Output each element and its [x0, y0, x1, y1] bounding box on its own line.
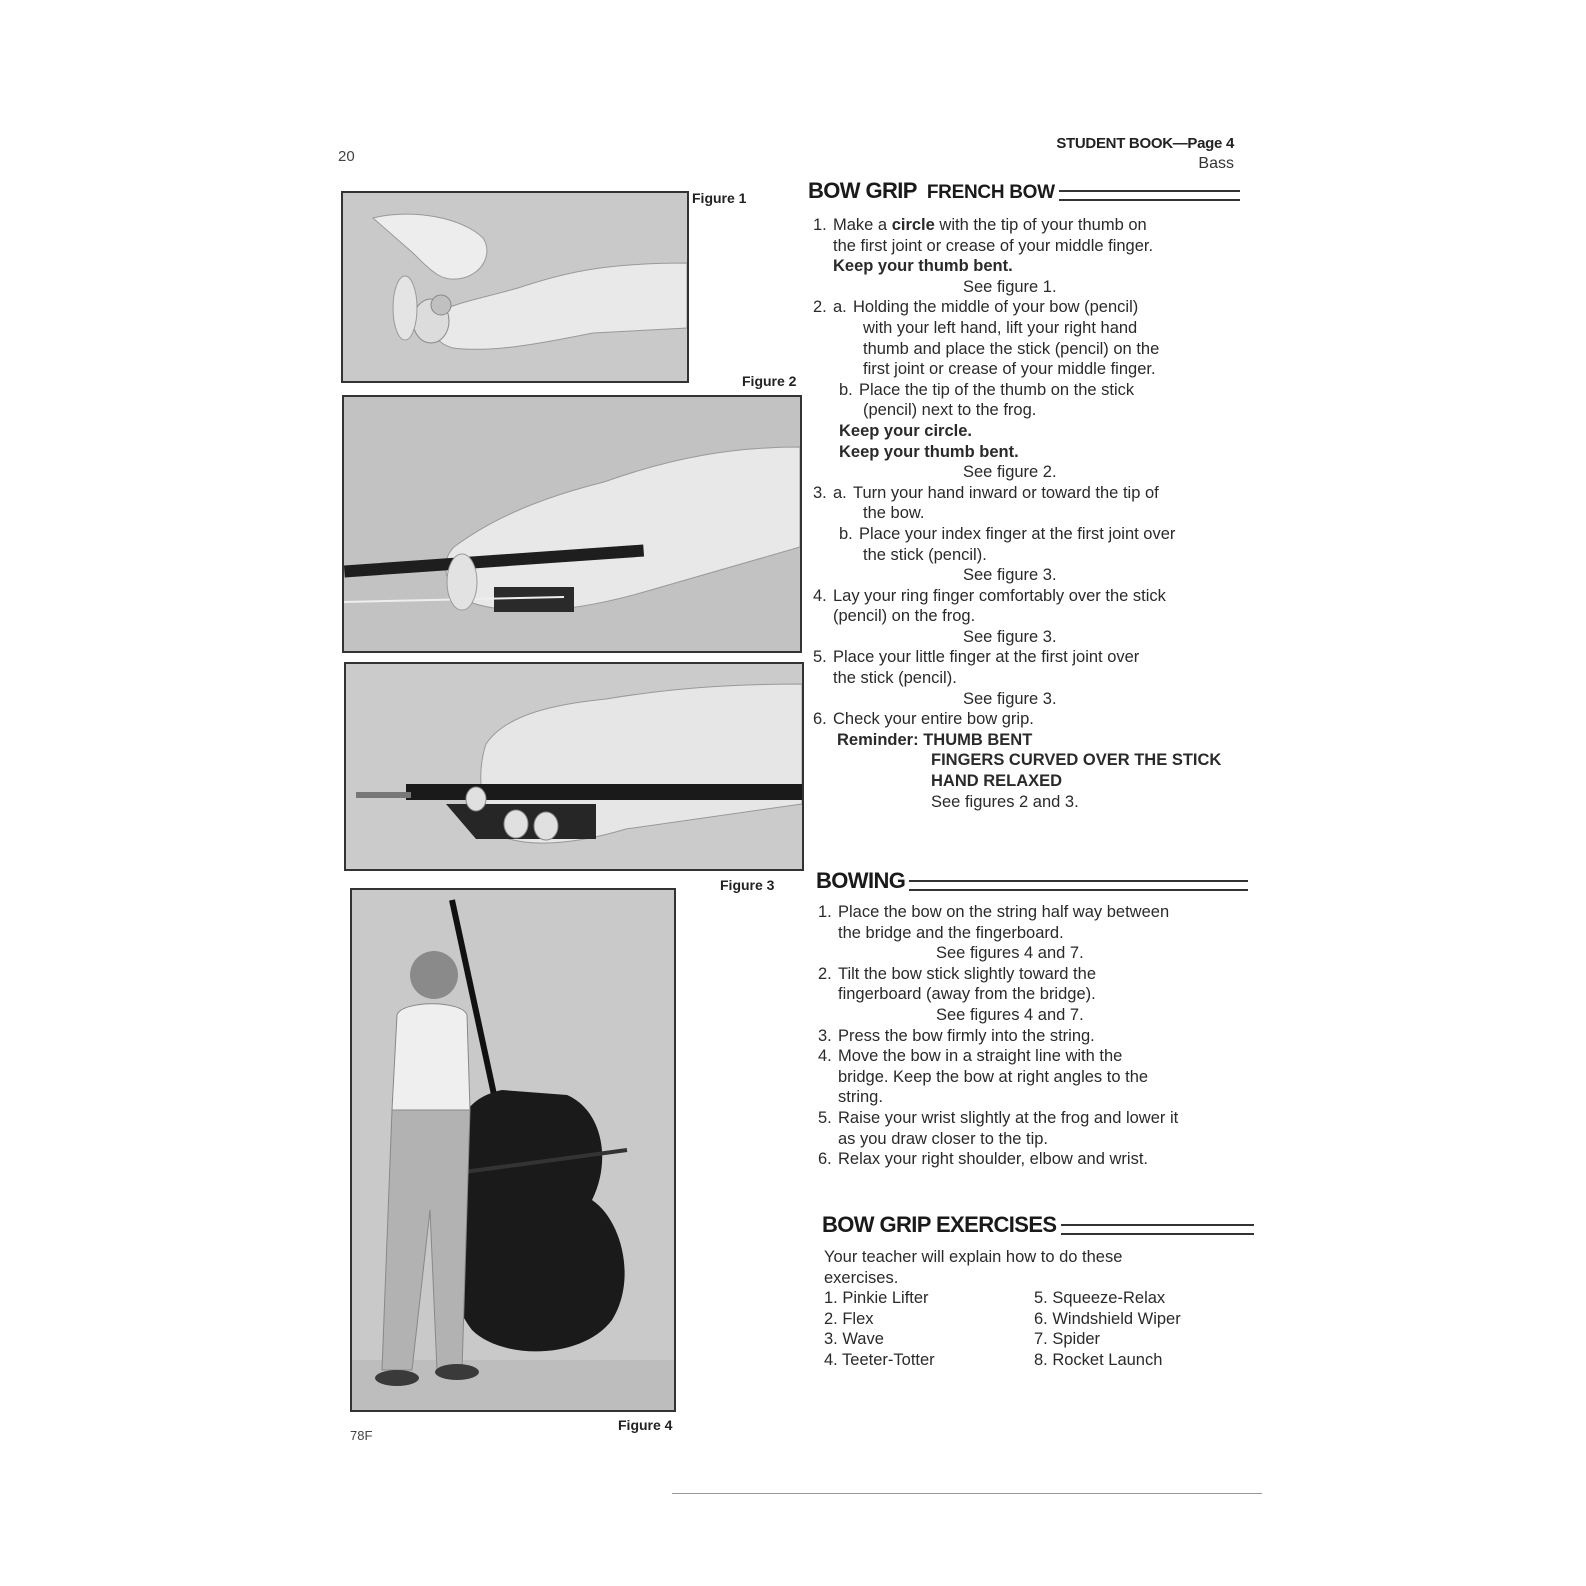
figure-1-photo	[341, 191, 689, 383]
list-item: Reminder: THUMB BENT	[837, 730, 1033, 749]
list-item: (pencil) next to the frog.	[863, 401, 1037, 420]
page-code: 78F	[350, 1428, 373, 1443]
list-item: b. Place the tip of the thumb on the stick	[839, 380, 1135, 399]
bowing-title: BOWING	[816, 868, 906, 893]
figure-4-label: Figure 4	[618, 1417, 673, 1433]
list-item: 4. Move the bow in a straight line with the	[818, 1047, 1123, 1066]
list-item: the stick (pencil).	[863, 545, 987, 564]
list-item: the bridge and the fingerboard.	[838, 923, 1064, 942]
exercises-block	[824, 1247, 1254, 1371]
list-item: See figure 1.	[963, 277, 1057, 296]
exercise-column-left	[824, 1288, 1034, 1370]
figure-1-label: Figure 1	[692, 190, 747, 206]
list-item: 2. Tilt the bow stick slightly toward the	[818, 964, 1096, 983]
bowing-list	[818, 902, 1258, 1170]
list-item: See figure 3.	[963, 566, 1057, 585]
list-item: See figure 3.	[963, 689, 1057, 708]
heading-rule	[909, 880, 1248, 891]
list-item: Keep your thumb bent.	[833, 257, 1013, 276]
figure-2-photo	[342, 395, 802, 653]
bow-grip-heading	[808, 178, 1240, 204]
list-item: 5. Raise your wrist slightly at the frog and lower it	[818, 1108, 1179, 1127]
page-number: 20	[338, 148, 355, 165]
list-item: 4. Teeter-Totter	[824, 1350, 935, 1369]
list-item: See figure 3.	[963, 627, 1057, 646]
book-header: STUDENT BOOK—Page 4	[1056, 135, 1234, 152]
list-item: with your left hand, lift your right hand	[863, 318, 1138, 337]
list-item: 6. Check your entire bow grip.	[813, 710, 1034, 729]
list-item: 3. a. Turn your hand inward or toward the tip of	[813, 483, 1159, 502]
list-item: 3. Wave	[824, 1330, 884, 1349]
list-item: 2. Flex	[824, 1309, 874, 1328]
heading-rule	[1059, 190, 1240, 201]
list-item: 8. Rocket Launch	[1034, 1350, 1163, 1369]
list-item: 5. Place your little finger at the first joint over	[813, 648, 1140, 667]
list-item: the stick (pencil).	[833, 669, 957, 688]
list-item: 7. Spider	[1034, 1330, 1101, 1349]
list-item: thumb and place the stick (pencil) on the	[863, 339, 1160, 358]
list-item: 6. Windshield Wiper	[1034, 1309, 1181, 1328]
list-item: See figures 4 and 7.	[936, 1005, 1084, 1024]
exercises-intro: Your teacher will explain how to do these	[824, 1248, 1123, 1266]
bow-grip-title: BOW GRIP	[808, 178, 917, 203]
list-item: first joint or crease of your middle finger.	[863, 360, 1156, 379]
list-item: as you draw closer to the tip.	[838, 1129, 1049, 1148]
exercise-columns	[824, 1288, 1254, 1370]
figure-4-photo	[350, 888, 676, 1412]
list-item: 6. Relax your right shoulder, elbow and wrist.	[818, 1150, 1148, 1169]
list-item: bridge. Keep the bow at right angles to the	[838, 1067, 1149, 1086]
bow-grip-list	[813, 215, 1253, 812]
list-item: (pencil) on the frog.	[833, 607, 976, 626]
list-item: 5. Squeeze-Relax	[1034, 1289, 1166, 1308]
list-item: 3. Press the bow firmly into the string.	[818, 1026, 1095, 1045]
bow-grip-subtitle: FRENCH BOW	[926, 182, 1055, 203]
list-item: 1. Pinkie Lifter	[824, 1289, 929, 1308]
bottom-rule	[672, 1493, 1262, 1494]
bowing-heading	[816, 868, 1248, 894]
list-item: See figures 4 and 7.	[936, 944, 1084, 963]
figure-3-photo	[344, 662, 804, 871]
list-item: the first joint or crease of your middle finger.	[833, 236, 1154, 255]
exercise-column-right	[1034, 1288, 1244, 1370]
figure-2-label: Figure 2	[742, 373, 797, 389]
exercises-heading	[822, 1212, 1254, 1238]
list-item: HAND RELAXED	[931, 772, 1063, 791]
list-item: 4. Lay your ring finger comfortably over the stick	[813, 586, 1166, 605]
instrument-label: Bass	[1198, 155, 1234, 172]
list-item: See figures 2 and 3.	[931, 792, 1079, 811]
figure-3-label: Figure 3	[720, 877, 775, 893]
list-item: Keep your thumb bent.	[839, 442, 1019, 461]
list-item: 2. a. Holding the middle of your bow (pencil)	[813, 298, 1139, 317]
list-item: Keep your circle.	[839, 421, 972, 440]
list-item: the bow.	[863, 504, 925, 523]
list-item: string.	[838, 1088, 883, 1107]
list-item: b. Place your index finger at the first joint over	[839, 524, 1176, 543]
list-item: 1. Make a circle with the tip of your thumb on	[813, 216, 1147, 234]
list-item: fingerboard (away from the bridge).	[838, 985, 1096, 1004]
exercises-title: BOW GRIP EXERCISES	[822, 1212, 1057, 1237]
exercises-intro: exercises.	[824, 1268, 899, 1287]
list-item: 1. Place the bow on the string half way between	[818, 903, 1170, 921]
list-item: See figure 2.	[963, 463, 1057, 482]
list-item: FINGERS CURVED OVER THE STICK	[931, 751, 1222, 770]
heading-rule	[1061, 1224, 1254, 1235]
